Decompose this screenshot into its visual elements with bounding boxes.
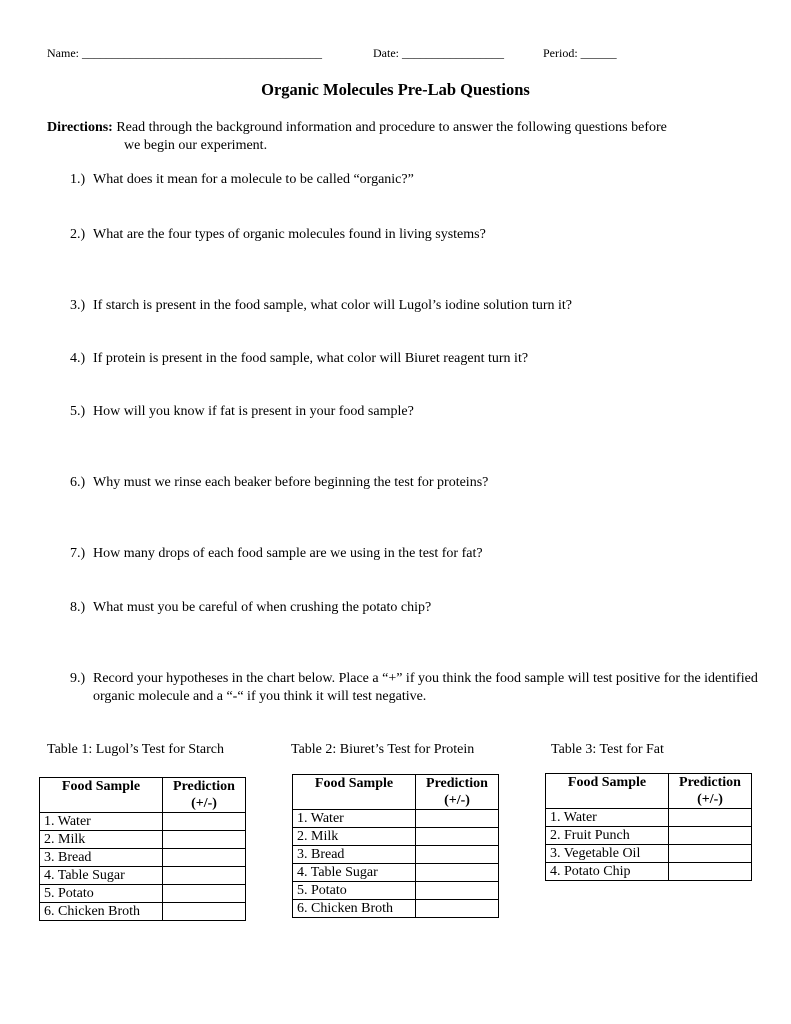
col-prediction-sign: (+/-) xyxy=(697,792,723,807)
table-1-starch xyxy=(39,777,246,921)
food-sample-cell: 3. Bread xyxy=(40,849,163,867)
table-header-row xyxy=(293,775,499,810)
table-row xyxy=(546,863,752,881)
table-row xyxy=(293,828,499,846)
food-sample-cell: 5. Potato xyxy=(40,885,163,903)
prediction-cell[interactable] xyxy=(416,846,499,864)
question-number: 7.) xyxy=(70,546,86,561)
food-sample-cell: 6. Chicken Broth xyxy=(40,903,163,921)
prediction-cell[interactable] xyxy=(163,903,246,921)
question-9 xyxy=(70,670,760,706)
question-7 xyxy=(70,545,760,563)
question-text: Why must we rinse each beaker before beginning the test for proteins? xyxy=(93,475,489,490)
food-sample-cell: 2. Milk xyxy=(40,831,163,849)
prediction-cell[interactable] xyxy=(163,831,246,849)
food-sample-cell: 3. Bread xyxy=(293,846,416,864)
table-header-row xyxy=(40,778,246,813)
table-3-fat xyxy=(545,773,752,881)
table-row xyxy=(546,827,752,845)
table-2-caption: Table 2: Biuret’s Test for Protein xyxy=(291,742,475,757)
food-sample-cell: 5. Potato xyxy=(293,882,416,900)
question-3 xyxy=(70,297,760,315)
table-3-caption: Table 3: Test for Fat xyxy=(551,742,664,757)
prediction-cell[interactable] xyxy=(416,900,499,918)
question-6 xyxy=(70,474,760,492)
col-food-sample: Food Sample xyxy=(40,778,163,813)
table-row xyxy=(293,864,499,882)
question-4 xyxy=(70,350,760,368)
question-2 xyxy=(70,226,760,244)
question-text: How will you know if fat is present in your food sample? xyxy=(93,404,414,419)
food-sample-cell: 2. Milk xyxy=(293,828,416,846)
food-sample-cell: 4. Table Sugar xyxy=(293,864,416,882)
period-field[interactable]: Period: ______ xyxy=(543,46,617,60)
prediction-cell[interactable] xyxy=(163,885,246,903)
col-prediction-sign: (+/-) xyxy=(444,793,470,808)
question-number: 8.) xyxy=(70,600,86,615)
question-5 xyxy=(70,403,760,421)
directions-text-line1: Read through the background information and procedure to answer the following questions before xyxy=(112,120,667,135)
question-number: 5.) xyxy=(70,404,86,419)
table-row xyxy=(40,885,246,903)
question-text: If starch is present in the food sample, what color will Lugol’s iodine solution turn it? xyxy=(93,298,573,313)
question-number: 9.) xyxy=(70,671,86,686)
date-field[interactable]: Date: _________________ xyxy=(373,46,504,60)
question-1 xyxy=(70,171,760,189)
table-row xyxy=(293,900,499,918)
name-field[interactable]: Name: ________________________________________ xyxy=(47,46,322,60)
food-sample-cell: 1. Water xyxy=(546,809,669,827)
prediction-cell[interactable] xyxy=(416,864,499,882)
question-number: 3.) xyxy=(70,298,86,313)
prediction-cell[interactable] xyxy=(669,809,752,827)
question-number: 6.) xyxy=(70,475,86,490)
prediction-cell[interactable] xyxy=(163,813,246,831)
col-prediction-label: Prediction xyxy=(679,775,741,790)
table-row xyxy=(293,882,499,900)
food-sample-cell: 2. Fruit Punch xyxy=(546,827,669,845)
col-prediction-label: Prediction xyxy=(173,779,235,794)
directions xyxy=(47,119,747,155)
table-1-caption: Table 1: Lugol’s Test for Starch xyxy=(47,742,225,757)
table-row xyxy=(40,903,246,921)
col-prediction xyxy=(669,774,752,809)
table-2-protein xyxy=(292,774,499,918)
prediction-cell[interactable] xyxy=(669,827,752,845)
table-row xyxy=(293,810,499,828)
col-prediction xyxy=(163,778,246,813)
food-sample-cell: 1. Water xyxy=(293,810,416,828)
food-sample-cell: 6. Chicken Broth xyxy=(293,900,416,918)
col-food-sample: Food Sample xyxy=(293,775,416,810)
food-sample-cell: 4. Potato Chip xyxy=(546,863,669,881)
col-food-sample: Food Sample xyxy=(546,774,669,809)
col-prediction xyxy=(416,775,499,810)
question-text: How many drops of each food sample are we using in the test for fat? xyxy=(93,546,483,561)
question-text: What must you be careful of when crushing the potato chip? xyxy=(93,600,432,615)
question-text: Record your hypotheses in the chart below. Place a “+” if you think the food sample will test positive for the identified organic molecule and a “-“ if you think it will test negative. xyxy=(93,671,758,704)
prediction-cell[interactable] xyxy=(163,867,246,885)
question-text: What are the four types of organic molecules found in living systems? xyxy=(93,227,486,242)
table-header-row xyxy=(546,774,752,809)
prediction-cell[interactable] xyxy=(163,849,246,867)
prediction-cell[interactable] xyxy=(416,882,499,900)
table-row xyxy=(546,845,752,863)
directions-label: Directions: xyxy=(47,120,113,135)
table-row xyxy=(40,867,246,885)
food-sample-cell: 1. Water xyxy=(40,813,163,831)
col-prediction-sign: (+/-) xyxy=(191,796,217,811)
table-row xyxy=(293,846,499,864)
table-row xyxy=(546,809,752,827)
col-prediction-label: Prediction xyxy=(426,776,488,791)
table-row xyxy=(40,831,246,849)
question-8 xyxy=(70,599,760,617)
directions-text-line2: we begin our experiment. xyxy=(124,138,268,153)
prediction-cell[interactable] xyxy=(416,810,499,828)
food-sample-cell: 3. Vegetable Oil xyxy=(546,845,669,863)
food-sample-cell: 4. Table Sugar xyxy=(40,867,163,885)
prediction-cell[interactable] xyxy=(669,863,752,881)
question-text: If protein is present in the food sample, what color will Biuret reagent turn it? xyxy=(93,351,529,366)
question-number: 1.) xyxy=(70,172,86,187)
question-number: 4.) xyxy=(70,351,86,366)
page-title: Organic Molecules Pre-Lab Questions xyxy=(261,80,530,99)
table-row xyxy=(40,849,246,867)
prediction-cell[interactable] xyxy=(669,845,752,863)
question-text: What does it mean for a molecule to be called “organic?” xyxy=(93,172,414,187)
table-row xyxy=(40,813,246,831)
question-number: 2.) xyxy=(70,227,86,242)
prediction-cell[interactable] xyxy=(416,828,499,846)
